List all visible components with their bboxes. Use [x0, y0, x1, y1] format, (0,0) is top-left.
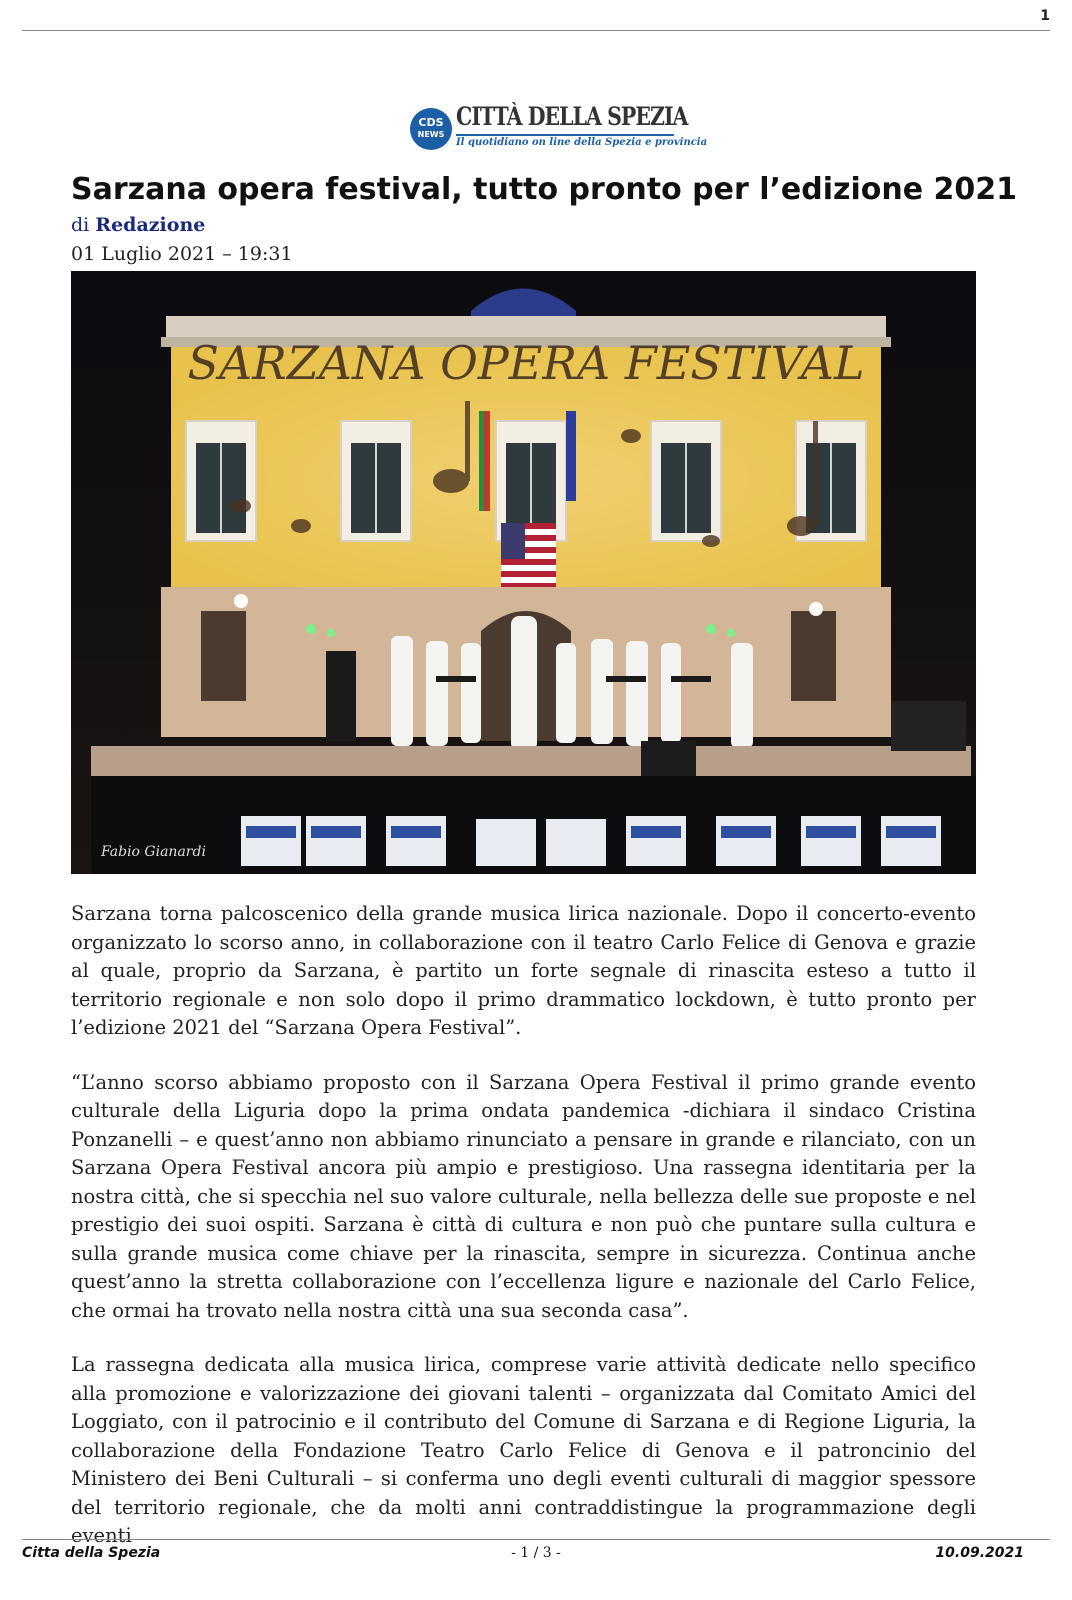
- byline: [71, 214, 205, 236]
- publish-date: 01 Luglio 2021 – 19:31: [71, 243, 293, 265]
- article-paragraph: La rassegna dedicata alla musica lirica, comprese varie attività dedicate nello specifico alla promozione e valorizzazione dei giovani talenti – organizzata dal Comitato Amici del Loggiato, con il patrocinio e il contributo del Comune di Sarzana e di Regione Liguria, la collaborazione della Fondazione Teatro Carlo Felice di Genova e il patroncinio del Ministero dei Beni Culturali – si conferma uno degli eventi culturali di maggior spessore del territorio regionale, che da molti anni contraddistingue la programmazione degli eventi: [71, 1353, 976, 1547]
- photo-banner-text: SARZANA OPERA FESTIVAL: [187, 336, 865, 390]
- article-paragraph: “L’anno scorso abbiamo proposto con il Sarzana Opera Festival il primo grande evento culturale della Liguria dopo la prima ondata pandemica -dichiara il sindaco Cristina Ponzanelli – e quest’anno non abbiamo rinunciato a pensare in grande e rilanciato, con un Sarzana Opera Festival ancora più ampio e prestigioso. Una rassegna identitaria per la nostra città, che si specchia nel suo valore culturale, nella bellezza delle sue proposte e nel prestigio dei suoi ospiti. Sarzana è città di cultura e non può che puntare sulla cultura e sulla grande musica come chiave per la rinascita, sempre in sicurezza. Continua anche quest’anno la stretta collaborazione con l’eccellenza ligure e nazionale del Carlo Felice, che ormai ha trovato nella nostra città una sua seconda casa”.: [71, 1070, 977, 1322]
- badge-top-text: CDS: [418, 116, 444, 129]
- footer-site-name: Citta della Spezia: [22, 1545, 161, 1561]
- author-link[interactable]: Redazione: [95, 214, 206, 236]
- article-paragraph: Sarzana torna palcoscenico della grande musica lirica nazionale. Dopo il concerto-evento organizzato lo scorso anno, in collaborazione con il teatro Carlo Felice di Genova e grazie al quale, proprio da Sarzana, è partito un forte segnale di rinascita esteso a tutto il territorio regionale e non solo dopo il primo drammatico lockdown, è tutto pronto per l’edizione 2021 del “Sarzana Opera Festival”.: [71, 902, 976, 1039]
- article-title: Sarzana opera festival, tutto pronto per l’edizione 2021: [71, 172, 1018, 207]
- article-body: [71, 900, 976, 1577]
- page-number: 1: [1040, 8, 1050, 24]
- logo-tagline: Il quotidiano on line della Spezia e provincia: [456, 137, 708, 148]
- byline-prefix: di: [71, 214, 90, 236]
- photo-signature: Fabio Gianardi: [101, 844, 206, 860]
- footer-print-date: 10.09.2021: [935, 1545, 1024, 1561]
- site-logo[interactable]: [410, 102, 708, 152]
- badge-bottom-text: NEWS: [417, 130, 445, 139]
- footer-divider: [22, 1539, 1050, 1540]
- footer-page-indicator: - 1 / 3 -: [511, 1545, 561, 1561]
- article-photo: [71, 271, 976, 874]
- logo-underline: [456, 134, 674, 136]
- header-divider: [22, 30, 1050, 31]
- logo-title: CITTÀ DELLA SPEZIA: [456, 102, 688, 131]
- cds-news-badge: [410, 108, 452, 150]
